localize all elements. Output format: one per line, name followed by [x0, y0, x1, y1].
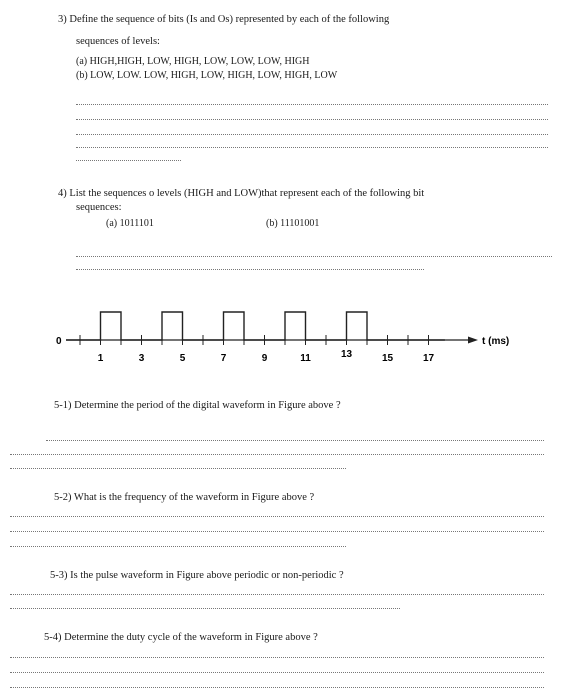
q5-4-prompt: 5-4) Determine the duty cycle of the waveform in Figure above ? — [44, 632, 318, 643]
answer-line — [10, 672, 544, 673]
q5-1-prompt: 5-1) Determine the period of the digital waveform in Figure above ? — [54, 400, 341, 411]
answer-line — [10, 687, 544, 688]
axis-arrow-icon — [468, 337, 478, 344]
origin-label: 0 — [56, 336, 62, 347]
tick-label: 13 — [340, 349, 353, 360]
tick-label: 3 — [138, 353, 145, 364]
answer-line — [10, 516, 544, 517]
answer-line — [10, 594, 544, 595]
tick-label: 1 — [97, 353, 104, 364]
answer-line — [10, 608, 400, 609]
q4-prompt-line2: sequences: — [76, 202, 122, 213]
tick-label: 11 — [300, 353, 311, 364]
answer-line — [76, 119, 548, 120]
answer-line — [10, 531, 544, 532]
tick-label: 17 — [422, 353, 435, 364]
time-axis-label: t (ms) — [482, 336, 510, 347]
q3-item-b: (b) LOW, LOW. LOW, HIGH, LOW, HIGH, LOW, HIGH, LOW — [76, 70, 338, 81]
q4-item-b: (b) 11101001 — [266, 218, 320, 229]
answer-line — [10, 657, 544, 658]
q3-prompt-line2: sequences of levels: — [76, 36, 160, 47]
answer-line — [10, 454, 544, 455]
answer-line — [76, 256, 552, 257]
answer-line — [76, 104, 548, 105]
q5-3-prompt: 5-3) Is the pulse waveform in Figure above periodic or non-periodic ? — [50, 570, 344, 581]
answer-line — [10, 546, 346, 547]
q3-prompt-line1: 3) Define the sequence of bits (Is and Os) represented by each of the following — [58, 14, 390, 25]
tick-label: 7 — [220, 353, 227, 364]
tick-label: 15 — [381, 353, 394, 364]
waveform-trace — [66, 312, 445, 340]
q4-item-a: (a) 1011101 — [106, 218, 154, 229]
answer-line — [76, 147, 548, 148]
q5-2-prompt: 5-2) What is the frequency of the waveform in Figure above ? — [54, 492, 315, 503]
q4-prompt-line1: 4) List the sequences o levels (HIGH and LOW)that represent each of the following bit — [58, 188, 425, 199]
answer-line — [46, 440, 544, 441]
q3-item-a: (a) HIGH,HIGH, LOW, HIGH, LOW, LOW, LOW, HIGH — [76, 56, 310, 67]
tick-label: 9 — [261, 353, 268, 364]
answer-line — [76, 269, 424, 270]
digital-waveform-figure — [0, 290, 563, 370]
tick-label: 5 — [179, 353, 186, 364]
answer-line — [10, 468, 346, 469]
answer-line — [76, 160, 181, 161]
answer-line — [76, 134, 548, 135]
